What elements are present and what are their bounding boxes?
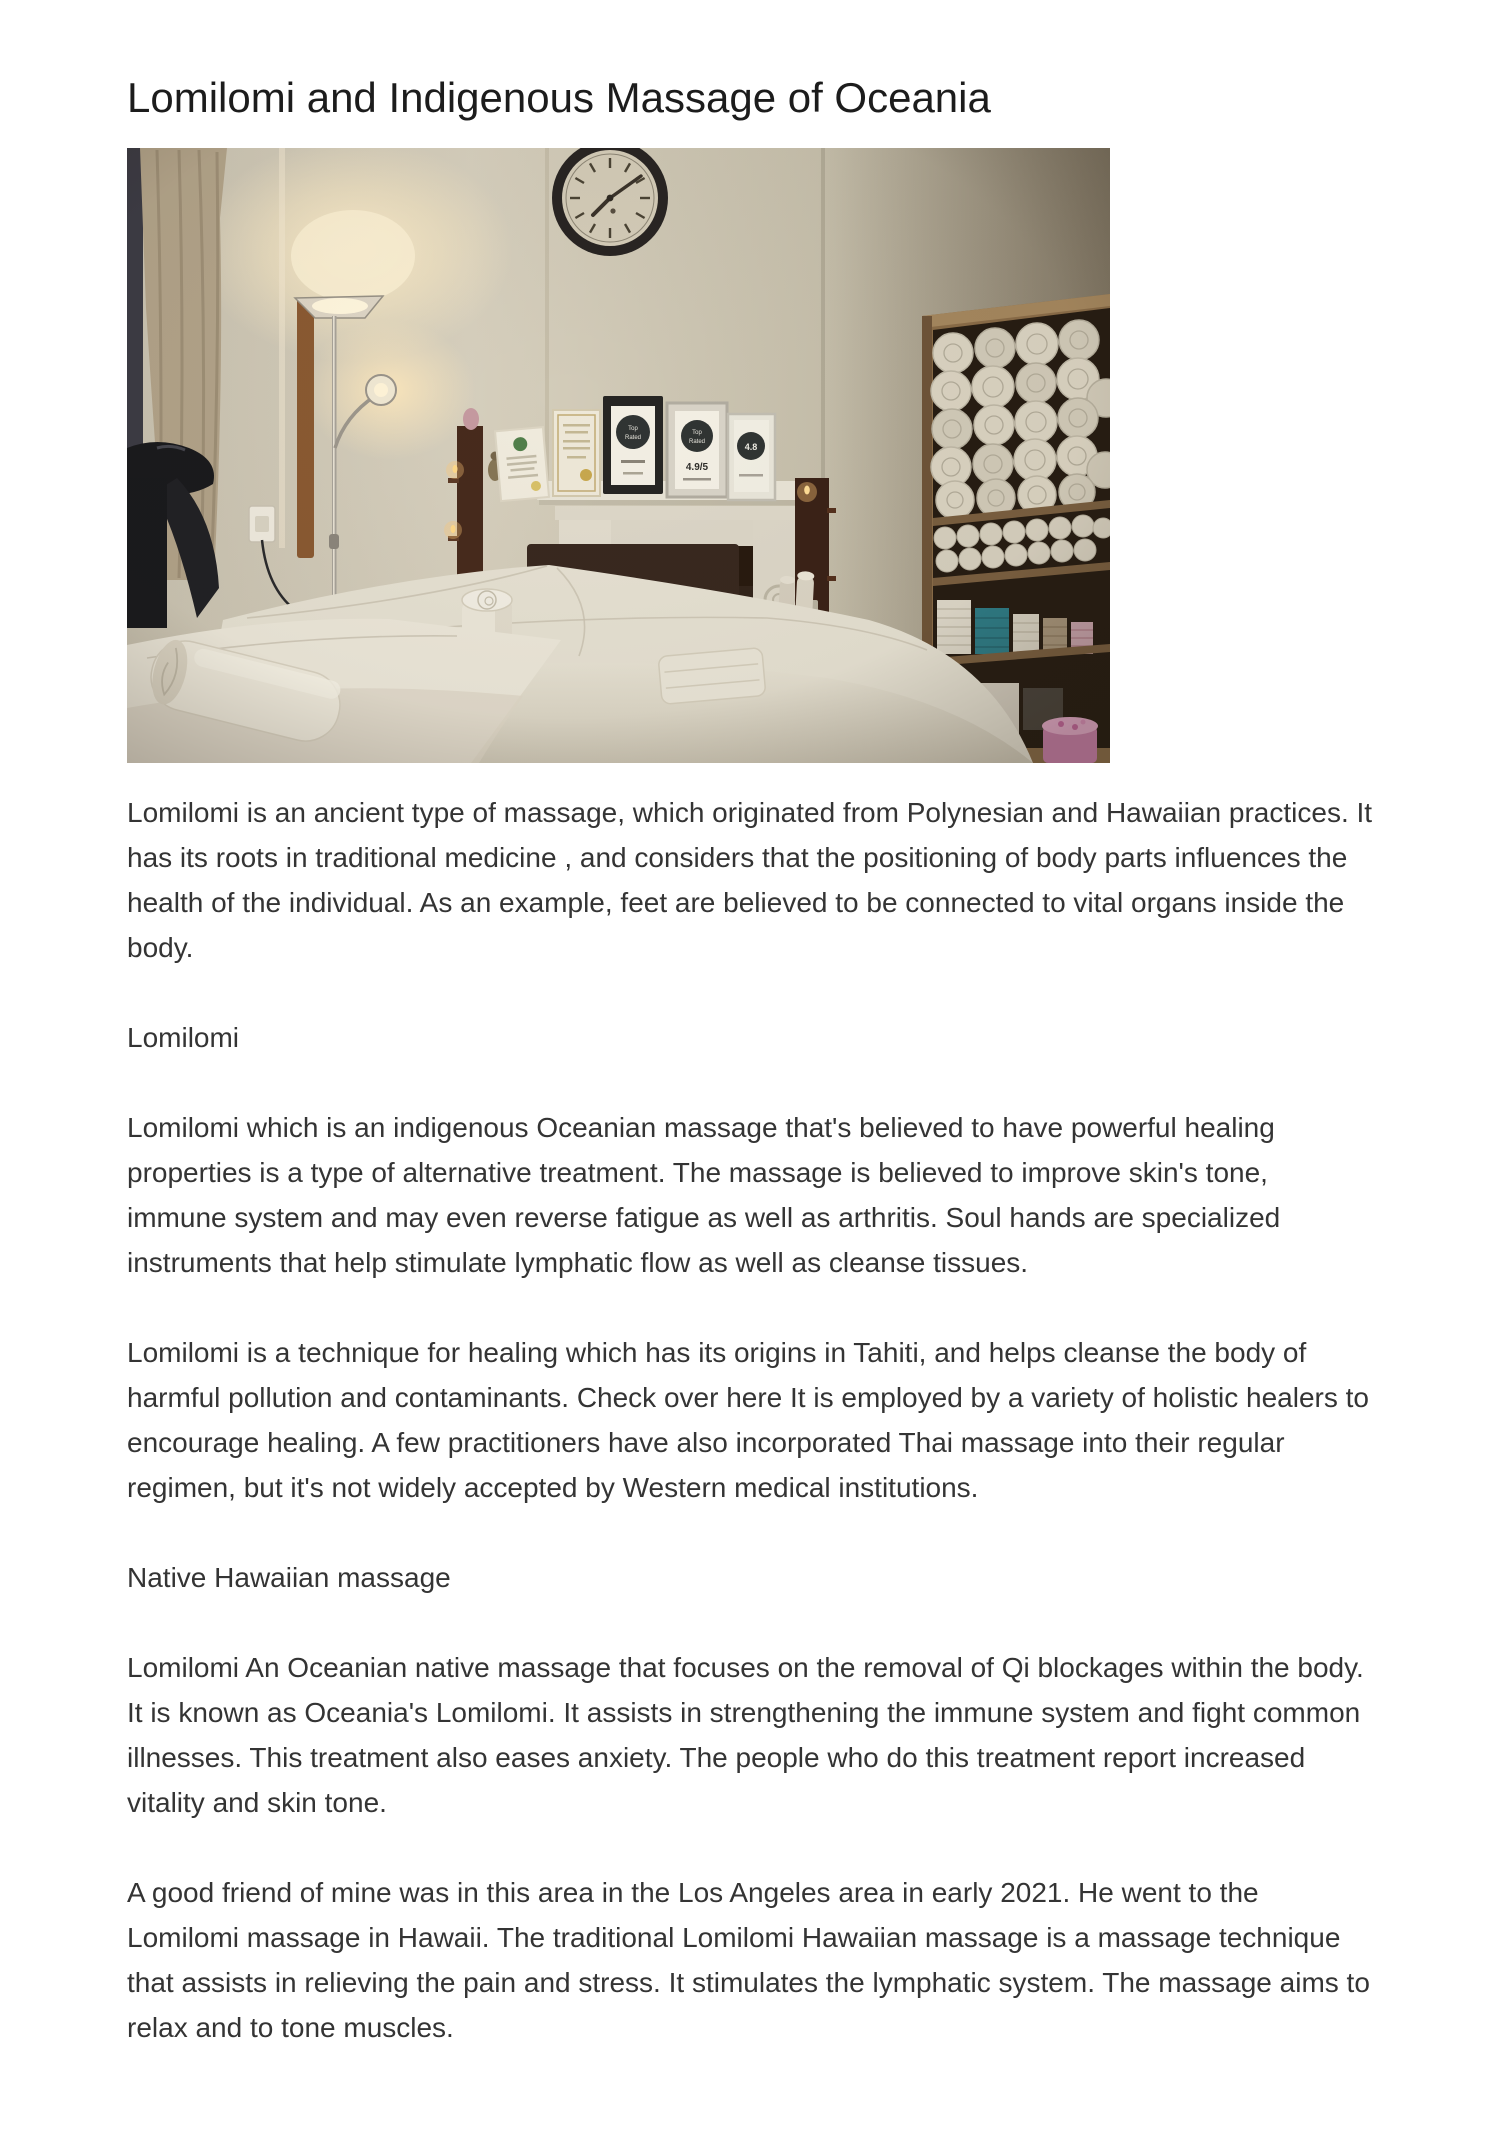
native-hawaiian-paragraph-1: Lomilomi An Oceanian native massage that focuses on the removal of Qi blockages within the body. It is known as Oceania's Lomilomi. It assists in strengthening the immune system and fight common illnesses. This treatment also eases anxiety. The people who do this treatment report increased vitality and skin tone. xyxy=(127,1652,1364,1819)
photo-vignette xyxy=(127,148,1110,763)
native-hawaiian-paragraph-2: A good friend of mine was in this area in the Los Angeles area in early 2021. He went to the Lomilomi massage in Hawaii. The traditional Lomilomi Hawaiian massage is a massage technique that assists in relieving the pain and stress. It stimulates the lymphatic system. The massage aims to relax and to tone muscles. xyxy=(127,1877,1370,2044)
lomilomi-paragraph-1: Lomilomi which is an indigenous Oceanian massage that's believed to have powerful healing properties is a type of alternative treatment. The massage is believed to improve skin's tone, immune system and may even reverse fatigue as well as arthritis. Soul hands are specialized instruments that help stimulate lymphatic flow as well as cleanse tissues. xyxy=(127,1112,1281,1279)
massage-room-illustration xyxy=(127,148,1110,763)
section-heading-native-hawaiian: Native Hawaiian massage xyxy=(127,1562,451,1594)
intro-paragraph: Lomilomi is an ancient type of massage, which originated from Polynesian and Hawaiian practices. It has its roots in traditional medicine , and considers that the positioning of body parts influences the health of the individual. As an example, feet are believed to be connected to vital organs inside the body. xyxy=(127,797,1373,964)
page-title: Lomilomi and Indigenous Massage of Oceania xyxy=(127,74,991,121)
massage-room-photo xyxy=(127,148,1110,763)
lomilomi-paragraph-2: Lomilomi is a technique for healing which has its origins in Tahiti, and helps cleanse the body of harmful pollution and contaminants. Check over here It is employed by a variety of holistic healers to encourage healing. A few practitioners have also incorporated Thai massage into their regular regimen, but it's not widely accepted by Western medical institutions. xyxy=(127,1337,1369,1504)
section-heading-lomilomi: Lomilomi xyxy=(127,1022,240,1054)
